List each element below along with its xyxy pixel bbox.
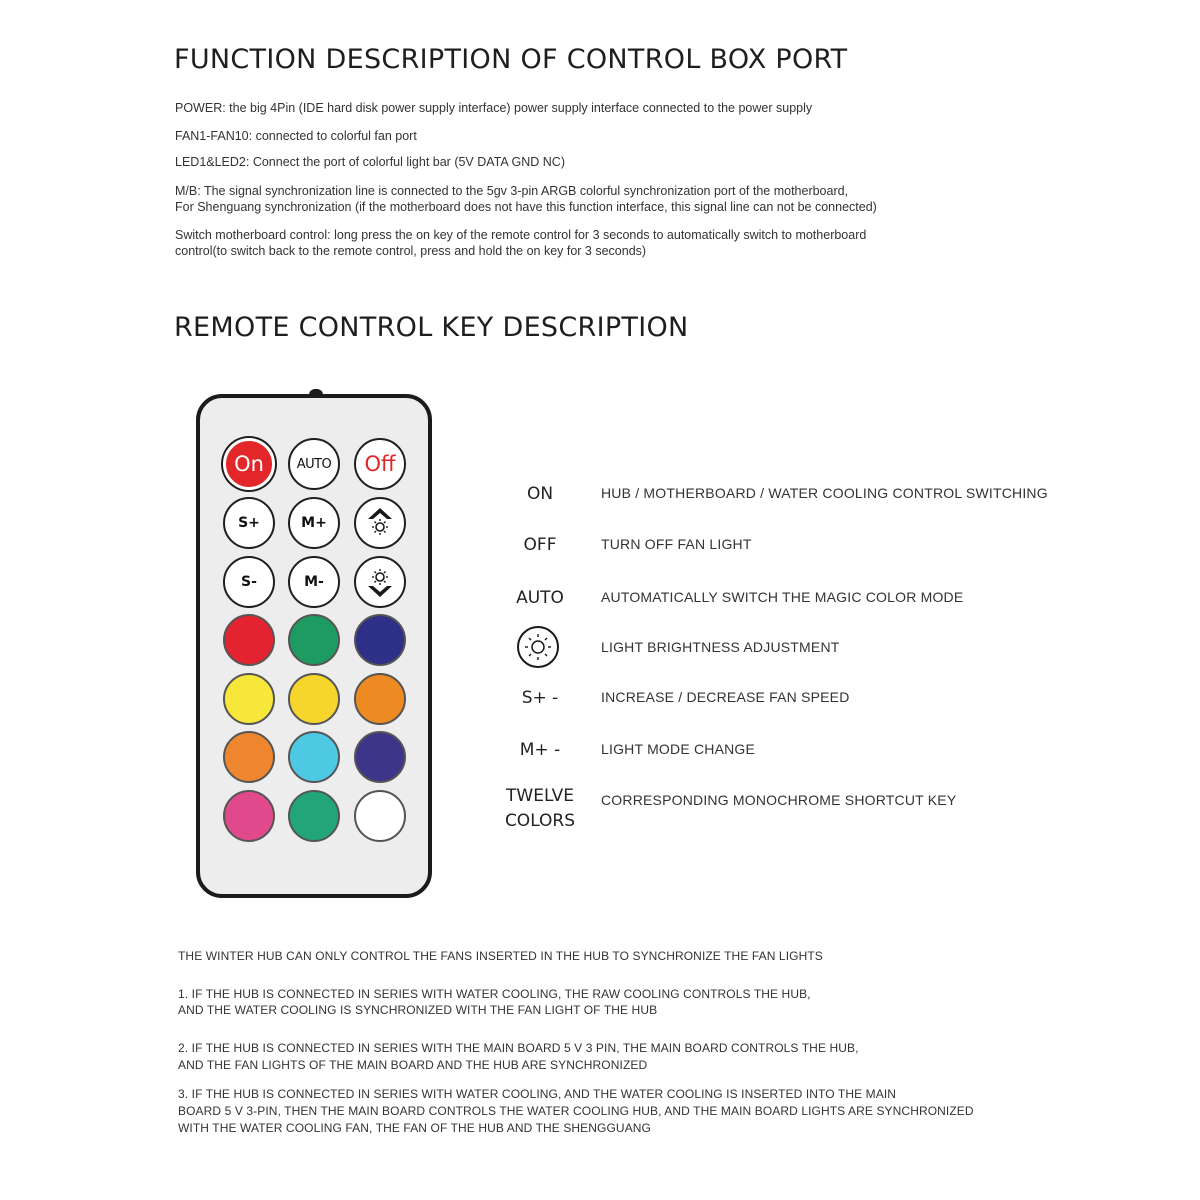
on-key xyxy=(223,438,275,490)
brightness-icon xyxy=(516,625,560,669)
key-label-auto: AUTO xyxy=(516,588,564,608)
note-3-line-1: 3. IF THE HUB IS CONNECTED IN SERIES WITH WATER COOLING, AND THE WATER COOLING IS INSERTED INTO THE MAIN xyxy=(178,1087,897,1101)
brightness-down-key xyxy=(354,556,406,608)
note-2-line-2: AND THE FAN LIGHTS OF THE MAIN BOARD AND THE HUB ARE SYNCHRONIZED xyxy=(178,1058,648,1072)
note-1-line-2: AND THE WATER COOLING IS SYNCHRONIZED WITH THE FAN LIGHT OF THE HUB xyxy=(178,1003,658,1017)
note-intro: THE WINTER HUB CAN ONLY CONTROL THE FANS INSERTED IN THE HUB TO SYNCHRONIZE THE FAN LIGHTS xyxy=(178,949,823,963)
brightness-up-icon xyxy=(360,503,400,543)
speed-up-key xyxy=(223,497,275,549)
port-mb-text-2: For Shenguang synchronization (if the motherboard does not have this function interface, this signal line can not be connected) xyxy=(175,200,877,214)
color-key-white xyxy=(354,790,406,842)
note-3-line-2: BOARD 5 V 3-PIN, THEN THE MAIN BOARD CONTROLS THE WATER COOLING HUB, AND THE MAIN BOARD LIGHTS ARE SYNCHRONIZED xyxy=(178,1104,974,1118)
color-key-cyan xyxy=(288,731,340,783)
key-desc-auto: AUTOMATICALLY SWITCH THE MAGIC COLOR MODE xyxy=(601,589,964,605)
color-key-purple xyxy=(354,731,406,783)
note-2-line-1: 2. IF THE HUB IS CONNECTED IN SERIES WITH THE MAIN BOARD 5 V 3 PIN, THE MAIN BOARD CONTROLS THE HUB, xyxy=(178,1041,859,1055)
key-label-on: ON xyxy=(526,484,554,504)
switch-mb-control-text-2: control(to switch back to the remote control, press and hold the on key for 3 seconds) xyxy=(175,244,647,258)
speed-up-label: S+ xyxy=(238,515,260,531)
mode-down-label: M- xyxy=(304,574,324,590)
key-label-speed: S+ - xyxy=(521,688,559,708)
on-key-label: On xyxy=(234,452,264,476)
color-key-pink xyxy=(223,790,275,842)
color-key-red xyxy=(223,614,275,666)
color-key-teal xyxy=(288,790,340,842)
speed-down-label: S- xyxy=(241,574,257,590)
key-desc-on: HUB / MOTHERBOARD / WATER COOLING CONTROL SWITCHING xyxy=(601,485,1048,501)
color-key-green xyxy=(288,614,340,666)
port-fan-text: FAN1-FAN10: connected to colorful fan port xyxy=(175,129,417,143)
auto-key xyxy=(288,438,340,490)
key-label-colors: COLORS xyxy=(504,811,576,831)
off-key-label: Off xyxy=(364,452,396,476)
mode-up-label: M+ xyxy=(301,515,327,531)
port-mb-text: M/B: The signal synchronization line is connected to the 5gv 3-pin ARGB colorful synchronization port of the motherboard, xyxy=(175,184,849,198)
port-power-text: POWER: the big 4Pin (IDE hard disk power supply interface) power supply interface connected to the power supply xyxy=(175,101,813,115)
color-key-amber xyxy=(223,731,275,783)
key-desc-mode: LIGHT MODE CHANGE xyxy=(601,741,756,757)
brightness-down-icon xyxy=(360,562,400,602)
port-led-text: LED1&LED2: Connect the port of colorful light bar (5V DATA GND NC) xyxy=(175,155,565,169)
switch-mb-control-text: Switch motherboard control: long press the on key of the remote control for 3 seconds to automatically switch to motherboard xyxy=(175,228,867,242)
key-desc-speed: INCREASE / DECREASE FAN SPEED xyxy=(601,689,850,705)
key-label-mode: M+ - xyxy=(519,740,561,760)
auto-key-label: AUTO xyxy=(296,456,332,472)
speed-down-key xyxy=(223,556,275,608)
key-desc-colors: CORRESPONDING MONOCHROME SHORTCUT KEY xyxy=(601,792,957,808)
color-key-gold xyxy=(288,673,340,725)
section-title-remote-keys: REMOTE CONTROL KEY DESCRIPTION xyxy=(174,312,689,343)
key-desc-off: TURN OFF FAN LIGHT xyxy=(601,536,752,552)
section-title-control-box-port: FUNCTION DESCRIPTION OF CONTROL BOX PORT xyxy=(174,44,848,75)
color-key-yellow xyxy=(223,673,275,725)
note-1-line-1: 1. IF THE HUB IS CONNECTED IN SERIES WITH WATER COOLING, THE RAW COOLING CONTROLS THE HUB, xyxy=(178,987,811,1001)
brightness-up-key xyxy=(354,497,406,549)
key-desc-brightness: LIGHT BRIGHTNESS ADJUSTMENT xyxy=(601,639,840,655)
color-key-orange xyxy=(354,673,406,725)
color-key-navy xyxy=(354,614,406,666)
off-key xyxy=(354,438,406,490)
mode-down-key xyxy=(288,556,340,608)
note-3-line-3: WITH THE WATER COOLING FAN, THE FAN OF THE HUB AND THE SHENGGUANG xyxy=(178,1121,651,1135)
key-label-twelve: TWELVE xyxy=(506,786,574,806)
key-label-off: OFF xyxy=(523,535,557,555)
mode-up-key xyxy=(288,497,340,549)
